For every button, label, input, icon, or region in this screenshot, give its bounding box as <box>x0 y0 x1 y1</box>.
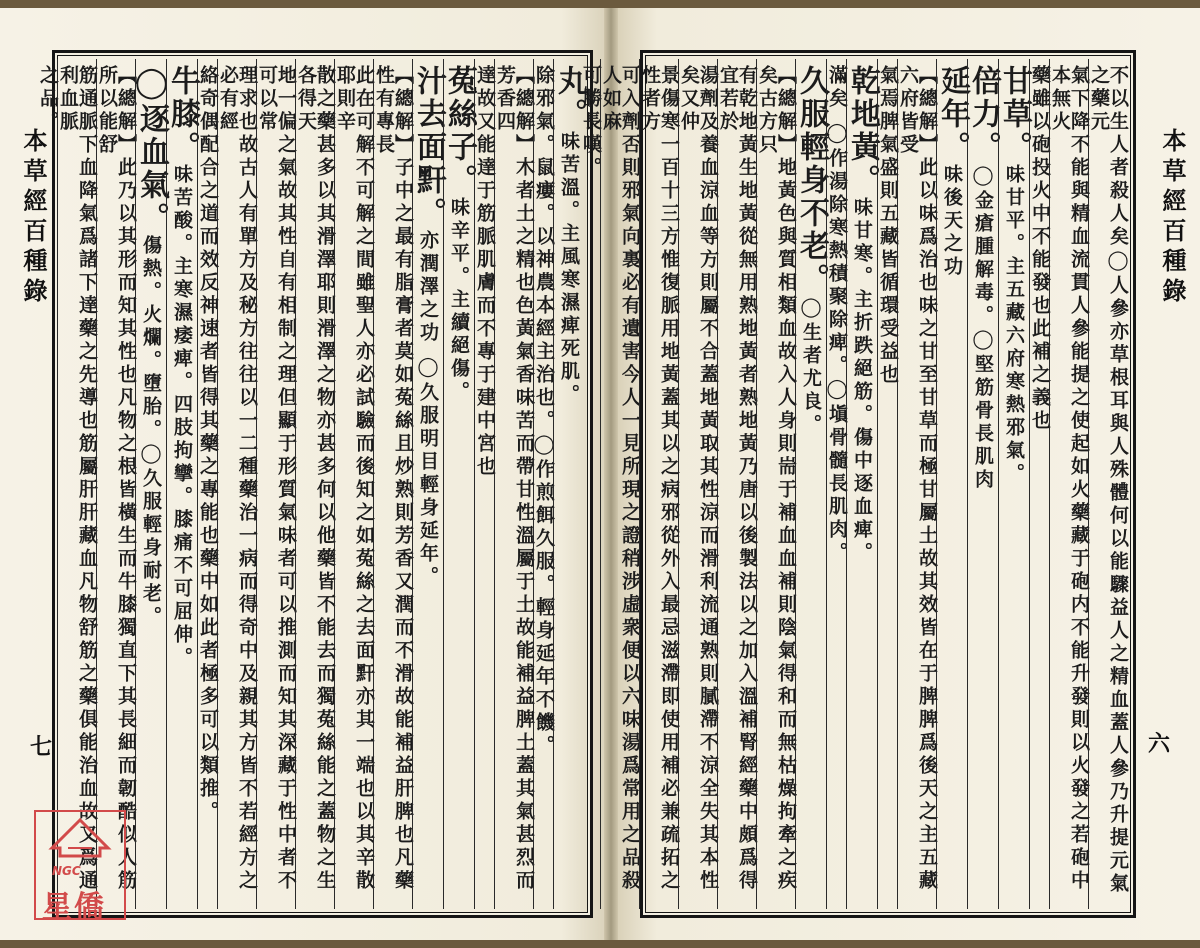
left-running-title: 本草經百種錄 <box>19 128 48 308</box>
column-text: 絡奇偶配合之道而效反神速者皆得其藥之專能也藥中如此者極多可以類推。 <box>197 65 219 824</box>
column-text: 傷熱。火爛。墮胎。◯久服輕身耐老。 <box>140 235 162 629</box>
stamp-latin-text: NGC <box>52 864 81 878</box>
left-text-column <box>197 59 217 909</box>
entry-heading: ◯逐血氣。 <box>134 65 169 235</box>
column-text: 氣下降不能與精血流貫人參能提之使起如火藥藏于砲内不能升發則以火發之若砲中本無火 <box>1049 65 1090 893</box>
left-text-column <box>373 59 412 909</box>
left-text-column <box>442 59 477 909</box>
column-text: 【總解】此以味爲治也味之甘至甘草而極甘屬土故其效皆在于脾脾爲後天之主五藏六府皆受 <box>897 65 938 893</box>
left-text-column <box>533 59 553 909</box>
watermark-stamp <box>34 810 126 925</box>
column-text: 有乾地黃生地黃從無用熟地黃者熟地黃乃唐以後製法以之加入溫補腎經藥中頗爲得宜若於 <box>717 65 758 893</box>
left-text-column <box>334 59 373 909</box>
column-text: 景傷寒一百十三方惟復脈用地黃蓋其以之病邪從外入最忌滋滯即使用補必兼疏拓之性者方 <box>639 65 680 893</box>
right-text-column <box>935 59 970 909</box>
column-text: 味甘寒。主折跌絕筋。傷中逐血痺。 <box>851 197 873 565</box>
right-text-column <box>1049 59 1088 909</box>
column-text: 不以生人者殺人矣◯人參亦草根耳與人殊體何以能驟益人之精血蓋人參乃升提元氣之藥元 <box>1088 65 1129 896</box>
entry-heading: 倍力。 <box>966 65 1001 164</box>
column-text: 味苦溫。主風寒濕痺死肌。 <box>558 131 580 407</box>
left-text-column <box>165 59 200 909</box>
stamp-cjk-text: 星僑 <box>42 890 106 925</box>
left-text-column <box>494 59 533 909</box>
column-text: 此在可解不可解之間雖聖人亦必試驗而後知之如菟絲之去面䵟亦其一端也以其辛散耶則辛 <box>334 65 375 893</box>
left-text-column <box>57 59 96 909</box>
right-page-number: 六 <box>1148 731 1171 757</box>
entry-heading: 甘草。 <box>997 65 1032 164</box>
column-text: 藥雖以砲投火中不能發也此補之義也 <box>1029 65 1051 433</box>
column-text: 【總解】子中之最有脂膏者莫如菟絲且炒熟則芳香又潤而不滑故能補益肝脾也凡藥性有專長 <box>373 65 414 893</box>
right-running-title: 本草經百種錄 <box>1158 128 1187 308</box>
right-text-column <box>966 59 1001 909</box>
column-text: 散之藥甚多以其滑澤耶則滑澤之物亦甚多何以他藥皆不能去而獨菟絲能之蓋物之生各得天 <box>295 65 336 893</box>
entry-heading: 久服輕身不老。 <box>794 65 829 296</box>
column-text: 地一偏之氣故其性自有相制之理但顯于形質氣味者可以推測而知其深藏于性中者不可以常 <box>256 65 297 893</box>
column-text: 除邪氣。鼠瘻。以神農本經主治也。◯作煎餌久服。輕身延年不饑。 <box>533 65 555 758</box>
left-text-column <box>38 59 57 909</box>
right-text-column <box>678 59 717 909</box>
left-text-column <box>474 59 494 909</box>
right-text-column <box>877 59 897 909</box>
entry-heading: 牛膝。 <box>165 65 200 164</box>
right-text-column <box>639 59 678 909</box>
column-text: 味甘平。主五藏六府寒熱邪氣。 <box>1003 164 1025 486</box>
entry-heading: 汁去面䵟。 <box>411 65 446 230</box>
column-text: 味苦酸。主寒濕痿痺。四肢拘攣。膝痛不可屈伸。 <box>171 164 193 670</box>
right-text-column <box>997 59 1032 909</box>
column-text: 味辛平。主續絕傷。 <box>448 197 470 404</box>
column-text: 可入劑否則邪氣向裏必有遺害今人一見所現之證稍涉虛衆便以六味湯爲常用之品殺人如麻 <box>600 65 641 893</box>
column-text: ◯金瘡腫解毒。◯堅筋骨長肌肉 <box>972 164 994 492</box>
right-text-column <box>794 59 829 909</box>
column-text: 之品。 <box>37 65 59 134</box>
column-text: 筋通脈下血降氣爲諸下達藥之先導也筋屬肝肝藏血凡物舒筋之藥俱能治血故又爲通利血脈 <box>57 65 98 893</box>
right-text-column <box>717 59 756 909</box>
column-text: 味後天之功 <box>941 164 963 279</box>
left-text-column <box>134 59 169 909</box>
entry-heading: 丸。 <box>552 65 587 131</box>
right-text-column <box>581 59 600 909</box>
column-text: 達故又能達于筋脈肌膚而不專于建中宮也 <box>474 65 496 479</box>
left-text-column <box>295 59 334 909</box>
right-text-column <box>1029 59 1049 909</box>
right-text-column <box>826 59 846 909</box>
left-text-column <box>96 59 135 909</box>
house-logo-icon <box>50 818 110 858</box>
left-page-number: 七 <box>30 734 53 760</box>
left-text-column <box>217 59 256 909</box>
column-text: 亦潤澤之功 ◯久服明目輕身延年。 <box>417 230 439 589</box>
right-text-column <box>1088 59 1127 909</box>
left-text-column <box>552 59 587 909</box>
left-text-frame <box>37 50 593 918</box>
right-text-column <box>600 59 639 909</box>
entry-heading: 菟絲子。 <box>442 65 477 197</box>
column-text: ◯生者尤良。 <box>800 296 822 437</box>
right-text-frame <box>580 50 1136 918</box>
right-text-column <box>845 59 880 909</box>
column-text: 可勝長嘆。 <box>580 65 602 180</box>
column-text: 【總解】木者土之精也色黃氣香味苦而帶甘性溫屬于土故能補益脾土蓋其氣甚烈而芳香四 <box>494 65 535 893</box>
column-text: 【總解】地黃色與質相類血故入人身則耑于補血血補則陰氣得和而無枯燥拘牽之疾矣古方只 <box>756 65 797 893</box>
right-text-column <box>897 59 936 909</box>
column-text: 湯劑及養血涼血等方則屬不合蓋地黃取其性涼而滑利流通熟則膩滯不涼全失其本性矣又仲 <box>678 65 719 893</box>
column-text: 滿矣 ◯作湯除寒熱積聚除痺。◯塡骨髓長肌肉。 <box>826 65 848 565</box>
left-text-column <box>411 59 446 909</box>
entry-heading: 延年。 <box>935 65 970 164</box>
right-text-columns <box>580 59 1129 909</box>
column-text: 氣焉脾氣盛則五藏皆循環受益也 <box>877 65 899 387</box>
left-text-column <box>256 59 295 909</box>
right-text-column <box>756 59 795 909</box>
column-text: 理求也故古人有單方及秘方往往以一二種藥治一病而得奇中及親其方皆不若經方之必有經 <box>217 65 258 893</box>
entry-heading: 乾地黃。 <box>845 65 880 197</box>
column-text: 【總解】此乃以其形而知其性也凡物之根皆橫生而牛膝獨直下其長細而韌酷似人筋所以能舒 <box>96 65 137 893</box>
